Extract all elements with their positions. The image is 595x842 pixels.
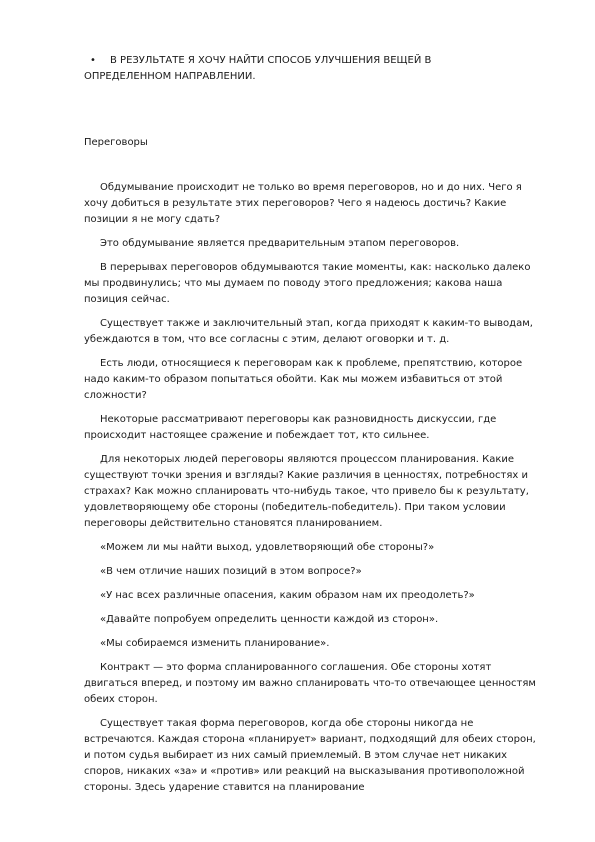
quote-line: «В чем отличие наших позиций в этом вопросе?» xyxy=(100,566,362,577)
paragraph: Обдумывание происходит не только во время переговоров, но и до них. Чего я хочу добиться в результате этих переговоров? Чего я надеюсь достичь? Какие позиции я не могу сдать? xyxy=(84,182,522,225)
paragraph: Некоторые рассматривают переговоры как разновидность дискуссии, где происходит настоящее сражение и побеждает тот, кто сильнее. xyxy=(84,414,497,441)
quote-line: «Можем ли мы найти выход, удовлетворяющий обе стороны?» xyxy=(100,542,435,553)
paragraph: Для некоторых людей переговоры являются процессом планирования. Какие существуют точки зрения и взгляды? Какие различия в ценностях, потребностях и страхах? Как можно спланировать что-нибудь такое, что привело бы к результату, удовлетворяющему обе стороны (победитель-победитель). При таком условии переговоры действительно становятся планированием. xyxy=(84,454,529,529)
bullet-item xyxy=(84,53,544,85)
bullet-text-line1: В РЕЗУЛЬТАТЕ Я ХОЧУ НАЙТИ СПОСОБ УЛУЧШЕНИЯ ВЕЩЕЙ В xyxy=(110,55,432,66)
paragraph: В перерывах переговоров обдумываются такие моменты, как: насколько далеко мы продвинулись; что мы думаем по поводу этого предложения; какова наша позиция сейчас. xyxy=(84,262,531,305)
quote-line: «Давайте попробуем определить ценности каждой из сторон». xyxy=(100,614,439,625)
paragraph: Контракт — это форма спланированного соглашения. Обе стороны хотят двигаться вперед, и поэтому им важно спланировать что-то отвечающее ценностям обеих сторон. xyxy=(84,662,536,705)
paragraph: Это обдумывание является предварительным этапом переговоров. xyxy=(100,238,460,249)
quote-line: «Мы собираемся изменить планирование». xyxy=(100,638,330,649)
quote-line: «У нас всех различные опасения, каким образом нам их преодолеть?» xyxy=(100,590,475,601)
bullet-icon: • xyxy=(90,55,96,66)
paragraph: Существует такая форма переговоров, когда обе стороны никогда не встречаются. Каждая сторона «планирует» вариант, подходящий для обеих сторон, и потом судья выбирает из них самый приемлемый. В этом случае нет никаких споров, никаких «за» и «против» или реакций на высказывания противоположной стороны. Здесь ударение ставится на планирование xyxy=(84,718,536,793)
paragraph: Существует также и заключительный этап, когда приходят к каким-то выводам, убеждаются в том, что все согласны с этим, делают оговорки и т. д. xyxy=(84,318,533,345)
section-heading: Переговоры xyxy=(84,137,148,148)
document-body xyxy=(84,53,544,804)
bullet-first-line xyxy=(84,53,544,69)
bullet-text-line2: ОПРЕДЕЛЕННОМ НАПРАВЛЕНИИ. xyxy=(84,71,256,82)
paragraph: Есть люди, относящиеся к переговорам как к проблеме, препятствию, которое надо каким-то образом попытаться обойти. Как мы можем избавиться от этой сложности? xyxy=(84,358,523,401)
